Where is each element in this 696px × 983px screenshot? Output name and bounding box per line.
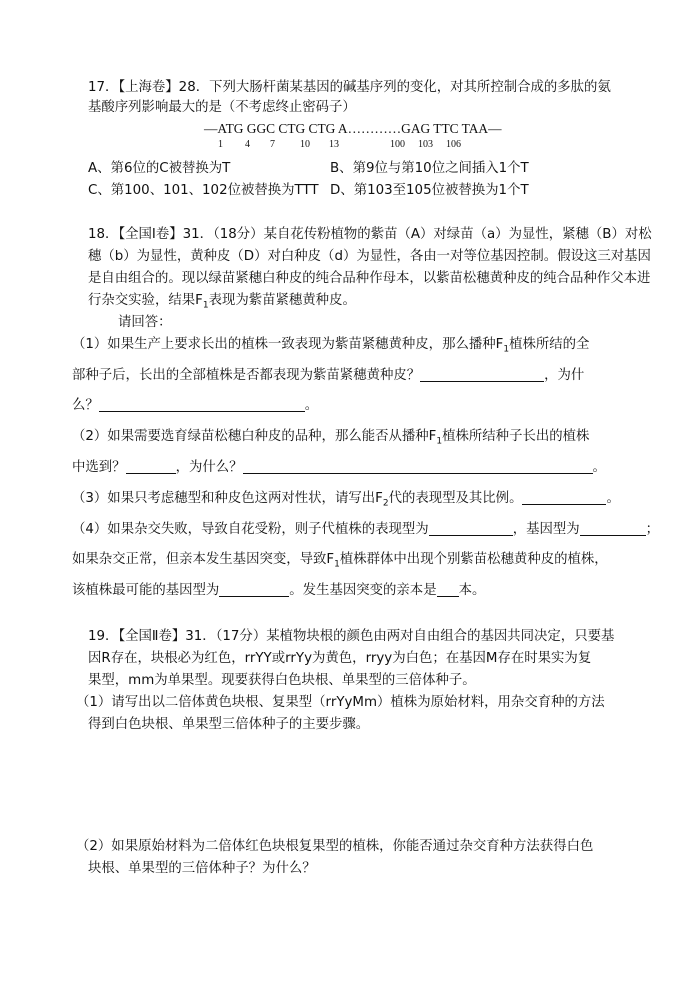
text: 植株所结种子长出的植株 <box>442 429 590 444</box>
q18-sub4-line1 <box>72 521 659 539</box>
text: 植株所结的全 <box>509 337 590 352</box>
q17-option-d: D、第103至105位被替换为1个T <box>330 183 529 198</box>
answer-blank[interactable] <box>580 521 646 536</box>
q17-stem-line2: 基酸序列影响最大的是（不考虑终止密码子） <box>88 100 356 115</box>
text: （3）如果只考虑穗型和种皮色这两对性状，请写出F <box>72 491 383 506</box>
q18-sub4-line2 <box>72 551 608 574</box>
position-number: 1 <box>218 139 223 150</box>
text: 行杂交实验，结果F <box>88 293 203 308</box>
q18-prompt: 请回答： <box>118 315 172 330</box>
text: 如果杂交正常，但亲本发生基因突变，导致F <box>72 552 335 567</box>
text: ，为什 <box>544 368 585 383</box>
answer-blank[interactable] <box>420 367 544 382</box>
text: ，为什么？ <box>175 460 243 475</box>
text: 表现为紫苗紧穗黄种皮。 <box>208 293 356 308</box>
answer-blank[interactable] <box>429 521 513 536</box>
q19-sub1-line2: 得到白色块根、单果型三倍体种子的主要步骤。 <box>88 717 370 732</box>
q18-sub2-line2 <box>72 459 606 477</box>
q19-stem-line3: 果型，mm为单果型。现要获得白色块根、单果型的三倍体种子。 <box>88 673 476 688</box>
q17-option-c: C、第100、101、102位被替换为TTT <box>88 183 319 198</box>
position-number: 100 <box>390 139 405 150</box>
q19-sub1-line1: （1）请写出以二倍体黄色块根、复果型（rrYyMm）植株为原始材料，用杂交育种的方法 <box>76 695 605 710</box>
subscript: 1 <box>334 559 340 570</box>
text: 中选到？ <box>72 460 126 475</box>
text: ； <box>645 522 660 537</box>
q17-option-b: B、第9位与第10位之间插入1个T <box>330 161 529 176</box>
subscript: 2 <box>382 498 389 509</box>
q19-sub2-line1: （2）如果原始材料为二倍体红色块根复果型的植株，你能否通过杂交育种方法获得白色 <box>76 839 594 854</box>
q18-sub3 <box>72 490 620 513</box>
text: 。 <box>606 491 620 506</box>
text: （2）如果需要选育绿苗松穗白种皮的品种，那么能否从播种F <box>72 429 437 444</box>
text: 该植株最可能的基因型为 <box>72 583 220 598</box>
text: 。 <box>304 398 319 413</box>
q17-dna-sequence: —ATG GGC CTG CTG A…………GAG TTC TAA— <box>204 121 502 136</box>
q18-sub4-line3 <box>72 582 485 600</box>
q18-stem-line3: 是自由组合的。现以绿苗紧穗白种皮的纯合品种作母本，以紫苗松穗黄种皮的纯合品种作父本进 <box>88 271 651 286</box>
q17-option-a: A、第6位的C被替换为T <box>88 161 231 176</box>
position-number: 106 <box>446 139 461 150</box>
position-number: 10 <box>300 139 310 150</box>
q19-stem-line1: 19．【全国Ⅱ卷】31．（17分）某植物块根的颜色由两对自由组合的基因共同决定，只要基 <box>88 629 615 644</box>
q18-sub1-line3 <box>72 397 318 415</box>
q18-sub2-line1 <box>72 428 589 451</box>
position-number: 103 <box>418 139 433 150</box>
subscript: 1 <box>503 344 510 355</box>
position-number: 13 <box>329 139 339 150</box>
q18-stem-line2: 穗（b）为显性，黄种皮（D）对白种皮（d）为显性，各由一对等位基因控制。假设这三对基因 <box>88 249 651 264</box>
q18-stem-line4 <box>88 292 356 315</box>
q19-sub2-line2: 块根、单果型的三倍体种子？为什么？ <box>88 861 316 876</box>
position-number: 7 <box>270 139 275 150</box>
text: 本。 <box>458 583 486 598</box>
text: 。 <box>592 460 606 475</box>
text: 么？ <box>72 398 99 413</box>
text: 植株群体中出现个别紫苗松穗黄种皮的植株， <box>339 552 608 567</box>
subscript: 1 <box>436 436 443 447</box>
text: 。发生基因突变的亲本是 <box>289 583 437 598</box>
answer-blank[interactable] <box>219 582 289 597</box>
q18-stem-line1: 18．【全国Ⅰ卷】31．（18分）某自花传粉植物的紫苗（A）对绿苗（a）为显性，紧穗（B）对松 <box>88 227 652 242</box>
text: 代的表现型及其比例。 <box>388 491 523 506</box>
text: ，基因型为 <box>512 522 580 537</box>
q17-stem-line1: 17．【上海卷】28．下列大肠杆菌某基因的碱基序列的变化，对其所控制合成的多肽的氨 <box>88 80 611 95</box>
text: 部种子后，长出的全部植株是否都表现为紫苗紧穗黄种皮？ <box>72 368 421 383</box>
subscript: 1 <box>202 300 209 311</box>
answer-blank[interactable] <box>99 397 305 412</box>
answer-blank[interactable] <box>126 459 176 474</box>
q18-sub1-line1 <box>72 336 589 359</box>
answer-blank[interactable] <box>522 490 606 505</box>
q19-stem-line2: 因R存在，块根必为红色，rrYY或rrYy为黄色，rryy为白色；在基因M存在时果实为复 <box>88 651 592 666</box>
q18-sub1-line2 <box>72 367 584 385</box>
text: （1）如果生产上要求长出的植株一致表现为紫苗紧穗黄种皮，那么播种F <box>72 337 504 352</box>
answer-blank[interactable] <box>243 459 593 474</box>
text: （4）如果杂交失败，导致自花受粉，则子代植株的表现型为 <box>72 522 429 537</box>
position-number: 4 <box>245 139 250 150</box>
answer-blank[interactable] <box>437 582 459 597</box>
